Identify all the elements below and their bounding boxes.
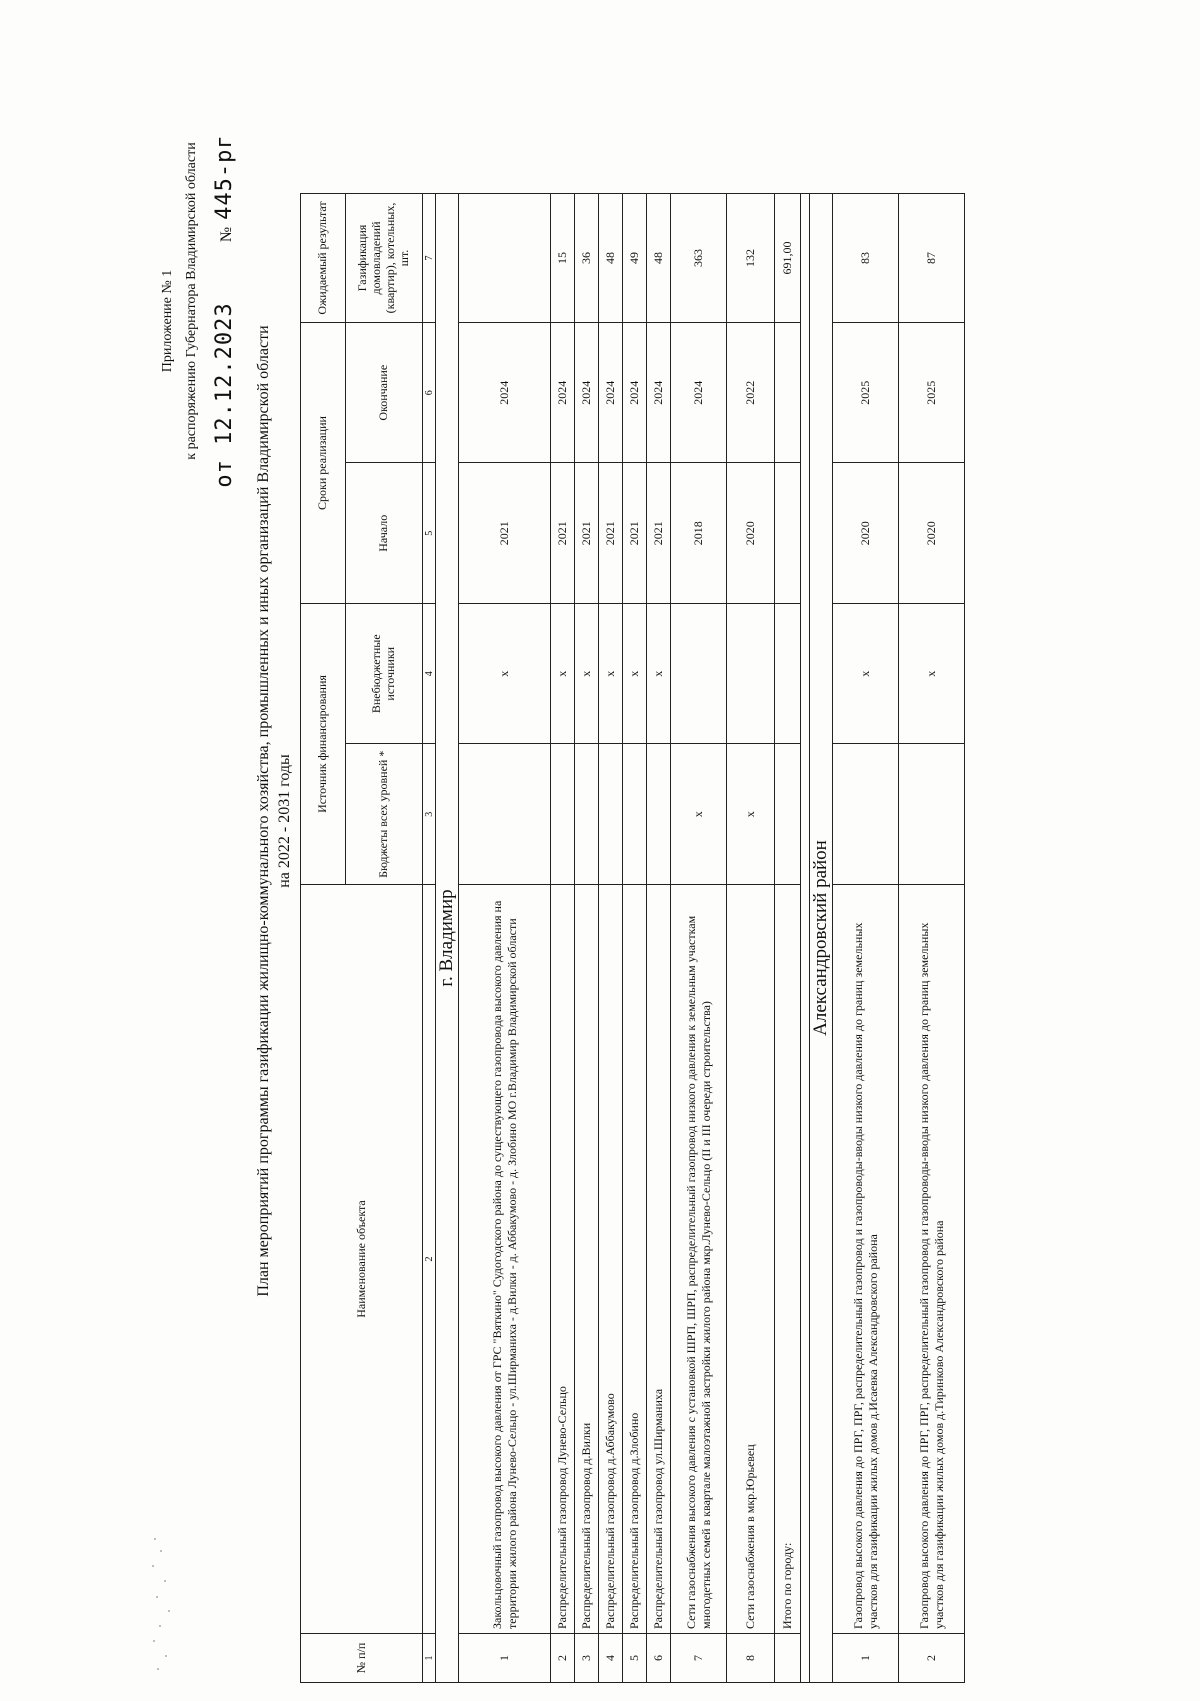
date-prefix: от: [212, 459, 237, 488]
table-row: [647, 194, 671, 1683]
section-row: [436, 194, 459, 1683]
object-name: Распределительный газопровод д.Аббакумово: [599, 885, 623, 1634]
expected-result: 363: [671, 194, 727, 323]
start-year: 2021: [599, 463, 623, 604]
section-title: Александровский район: [810, 194, 833, 1683]
header-row-top: [301, 194, 346, 1683]
table-row: [623, 194, 647, 1683]
index-row: [423, 194, 436, 1683]
end-year: 2024: [647, 323, 671, 464]
budget-mark: [575, 744, 599, 885]
budget-mark: [551, 744, 575, 885]
row-number: 5: [623, 1634, 647, 1683]
object-name: Газопровод высокого давления до ПРГ, ПРГ, распределительный газопровод и газопроводы-вводы низкого давления до границ земельных участков для газификации жилых домов д.Тиринково Александровского района: [899, 885, 965, 1634]
index-cell: 1: [423, 1634, 436, 1683]
extrabudget-mark: x: [833, 604, 899, 745]
budget-mark: [833, 744, 899, 885]
col-budget-header: Бюджеты всех уровней *: [346, 744, 423, 885]
start-year: 2021: [551, 463, 575, 604]
end-year: 2025: [833, 323, 899, 464]
expected-result: 48: [647, 194, 671, 323]
extrabudget-mark: [671, 604, 727, 745]
expected-result: 87: [899, 194, 965, 323]
total-empty-cell: [775, 323, 801, 464]
budget-mark: x: [671, 744, 727, 885]
row-number: 3: [575, 1634, 599, 1683]
blank-row: [801, 194, 810, 1683]
col-funding-header: Источник финансирования: [301, 604, 346, 885]
index-cell: 3: [423, 744, 436, 885]
col-name-header: Наименование объекта: [301, 885, 423, 1634]
object-name: Сети газоснабжения высокого давления с установкой ШРП, ШРП, распределительный газопровод низкого давления к земельным участкам многодетных семей в квартале малоэтажной застройки жилого района мкр.Лунево-Сельцо (II и III очереди строительства): [671, 885, 727, 1634]
start-year: 2021: [623, 463, 647, 604]
end-year: 2024: [671, 323, 727, 464]
table-row: [459, 194, 551, 1683]
table-row: [671, 194, 727, 1683]
budget-mark: [899, 744, 965, 885]
row-number: 2: [899, 1634, 965, 1683]
end-year: 2022: [727, 323, 775, 464]
end-year: 2024: [459, 323, 551, 464]
budget-mark: [599, 744, 623, 885]
decree-number-wrap: [212, 134, 237, 243]
section-row: [810, 194, 833, 1683]
index-cell: 4: [423, 604, 436, 745]
col-extrabudget-header: Внебюджетные источники: [346, 604, 423, 745]
row-number: 6: [647, 1634, 671, 1683]
object-name: Распределительный газопровод д.Вилки: [575, 885, 599, 1634]
expected-result: 132: [727, 194, 775, 323]
total-row: [775, 194, 801, 1683]
expected-result: 83: [833, 194, 899, 323]
plan-table: [300, 193, 965, 1683]
decree-number: 445-рг: [212, 134, 237, 220]
expected-result: 36: [575, 194, 599, 323]
budget-mark: [623, 744, 647, 885]
end-year: 2024: [551, 323, 575, 464]
total-empty-cell: [775, 604, 801, 745]
col-num-header: № п/п: [301, 1634, 423, 1683]
start-year: 2020: [727, 463, 775, 604]
table-row: [899, 194, 965, 1683]
extrabudget-mark: x: [899, 604, 965, 745]
budget-mark: [647, 744, 671, 885]
start-year: 2021: [647, 463, 671, 604]
document-title: План мероприятий программы газификации жилищно-коммунального хозяйства, промышленных и иных организаций Владимирской области: [255, 325, 272, 1297]
expected-result: 15: [551, 194, 575, 323]
table-row: [833, 194, 899, 1683]
index-cell: 5: [423, 463, 436, 604]
object-name: Распределительный газопровод ул.Ширманиха: [647, 885, 671, 1634]
start-year: 2020: [833, 463, 899, 604]
end-year: 2025: [899, 323, 965, 464]
col-terms-header: Сроки реализации: [301, 323, 346, 604]
extrabudget-mark: x: [623, 604, 647, 745]
table-row: [599, 194, 623, 1683]
blank-cell: [801, 194, 810, 1683]
extrabudget-mark: x: [599, 604, 623, 745]
start-year: 2020: [899, 463, 965, 604]
number-prefix: №: [218, 225, 235, 243]
total-label: Итого по городу:: [775, 885, 801, 1634]
extrabudget-mark: x: [459, 604, 551, 745]
object-name: Сети газоснабжения в мкр.Юрьевец: [727, 885, 775, 1634]
row-number: 8: [727, 1634, 775, 1683]
index-cell: 2: [423, 885, 436, 1634]
section-title: г. Владимир: [436, 194, 459, 1683]
index-cell: 7: [423, 194, 436, 323]
row-number: 7: [671, 1634, 727, 1683]
table-body: [423, 194, 965, 1683]
end-year: 2024: [623, 323, 647, 464]
total-num-cell: [775, 1634, 801, 1683]
object-name: Закольцовочный газопровод высокого давления от ГРС "Вяткино" Судогодского района до существующего газопровода высокого давления на территории жилого района Лунево-Сельцо - ул.Ширманиха - д.Вилки - д. Аббакумово - д. Злобино МО г.Владимир Владимирской области: [459, 885, 551, 1634]
budget-mark: [459, 744, 551, 885]
index-cell: 6: [423, 323, 436, 464]
total-empty-cell: [775, 744, 801, 885]
document-subtitle: на 2022 - 2031 годы: [276, 754, 293, 888]
end-year: 2024: [575, 323, 599, 464]
col-end-header: Окончание: [346, 323, 423, 464]
col-result-group-header: Ожидаемый результат: [301, 194, 346, 323]
extrabudget-mark: [727, 604, 775, 745]
start-year: 2021: [575, 463, 599, 604]
expected-result: 49: [623, 194, 647, 323]
appendix-label: Приложение № 1: [160, 269, 175, 373]
row-number: 1: [833, 1634, 899, 1683]
row-number: 2: [551, 1634, 575, 1683]
extrabudget-mark: x: [647, 604, 671, 745]
col-result-header: Газификация домовладений (квартир), котельных, шт.: [346, 194, 423, 323]
start-year: 2021: [459, 463, 551, 604]
table-row: [551, 194, 575, 1683]
object-name: Распределительный газопровод Лунево-Сельцо: [551, 885, 575, 1634]
object-name: Газопровод высокого давления до ПРГ, ПРГ, распределительный газопровод и газопроводы-вводы низкого давления до границ земельных участков для газификации жилых домов д.Исаевка Александровского района: [833, 885, 899, 1634]
decree-label: к распоряжению Губернатора Владимирской области: [184, 142, 199, 460]
decree-date-line: [212, 61, 237, 561]
start-year: 2018: [671, 463, 727, 604]
extrabudget-mark: x: [551, 604, 575, 745]
row-number: 4: [599, 1634, 623, 1683]
expected-result: 48: [599, 194, 623, 323]
total-value: 691,00: [775, 194, 801, 323]
decree-date: 12.12.2023: [212, 302, 237, 445]
object-name: Распределительный газопровод д.Злобино: [623, 885, 647, 1634]
total-empty-cell: [775, 463, 801, 604]
end-year: 2024: [599, 323, 623, 464]
extrabudget-mark: x: [575, 604, 599, 745]
table-row: [727, 194, 775, 1683]
table-row: [575, 194, 599, 1683]
col-start-header: Начало: [346, 463, 423, 604]
row-number: 1: [459, 1634, 551, 1683]
expected-result: [459, 194, 551, 323]
budget-mark: x: [727, 744, 775, 885]
